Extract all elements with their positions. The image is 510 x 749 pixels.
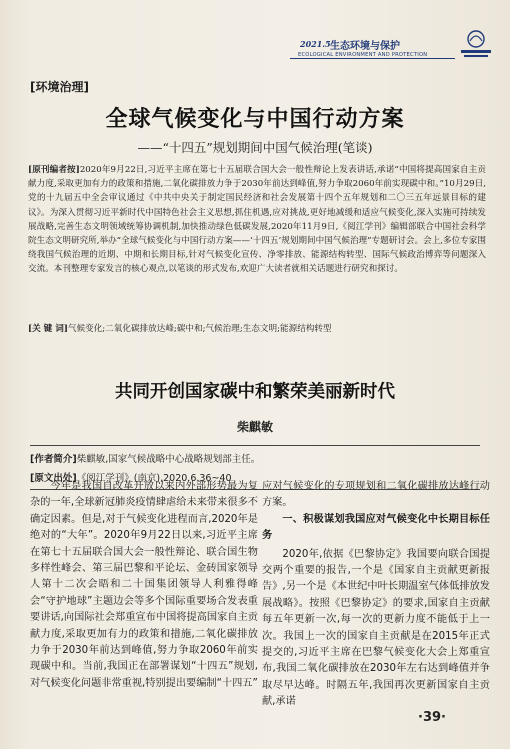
journal-logo	[458, 28, 494, 62]
left-column	[30, 479, 258, 692]
editor-note	[28, 163, 486, 277]
issue-number: 2021.5	[300, 39, 331, 49]
section-tag-label: 环境治理	[35, 80, 84, 94]
journal-subtitle: ECOLOGICAL ENVIRONMENT AND PROTECTION	[298, 52, 428, 58]
sub-title: ——“十四五”规划期间中国气候治理(笔谈)	[137, 140, 373, 155]
right-column	[262, 479, 490, 711]
source-label: [原文出处]	[30, 473, 77, 484]
right-column-intro: 应对气候变化的专项规划和二氧化碳排放达峰行动方案。	[262, 481, 490, 509]
editor-note-text: 2020年9月22日,习近平主席在第七十五届联合国大会一般性辩论上发表讲话,承诺“中国将提高国家自主贡献力度,采取更加有力的政策和措施,二氧化碳排放力争于2030年前达到峰值,努力争取2060年前实现碳中和。”10月29日,党的十九届五中全会审议通过《中共中央关于制定国民经济和社会发展第十四个五年规划和二〇三五年远景目标的建议》。为深入贯彻习近平新时代中国特色社会主义思想,抓住机遇,应对挑战,更好地减缓和适应气候变化,深入实施可持续发展战略,完善生态文明领域统筹协调机制,加快推动绿色低碳发展,2020年11月9日,《阅江学刊》编辑部联合中国社会科学院生态文明研究所,举办“全球气候变化与中国行动方案——‘十四五’规划期间中国气候治理”专题研讨会。会上,多位专家围绕我国气候治理的近期、中期和长期目标,针对气候变化宣传、净零排放、能源结构转型、国际气候政治博弈等问题深入交流。本刊整理专家发言的核心观点,以笔谈的形式发布,欢迎广大读者就相关话题进行研究和探讨。	[28, 165, 486, 275]
editor-note-label: [原刊编者按]	[28, 165, 80, 175]
author-intro-label: [作者简介]	[30, 454, 77, 465]
keywords	[28, 322, 486, 334]
left-column-paragraph: 今年是我国自改革开放以来内外部形势最为复杂的一年,全球新冠肺炎疫情肆虐给未来带来很多不确定因素。但是,对于气候变化进程而言,2020年是绝对的“大年”。2020年9月22日以来,习近平主席在第七十五届联合国大会一般性辩论、联合国生物多样性峰会、第三届巴黎和平论坛、金砖国家领导人第十二次会晤和二十国集团领导人利雅得峰会“守护地球”主题边会等多个国际重要场合发表重要讲话,向国际社会郑重宣布中国将提高国家自主贡献力度,采取更加有力的政策和措施,二氧化碳排放力争于2030年前达到峰值,努力争取2060年前实现碳中和。当前,我国正在部署谋划“十四五”规划,对气候变化问题非常重视,特别提出要编制“十四五”	[30, 481, 258, 689]
meta-top-rule	[30, 445, 480, 446]
section-tag: [环境治理]	[30, 80, 89, 94]
page-number: ·39·	[418, 710, 446, 725]
right-column-paragraph: 2020年,依据《巴黎协定》我国要向联合国提交两个重要的报告,一个是《国家自主贡献更新报告》,另一个是《本世纪中叶长期温室气体低排放发展战略》。按照《巴黎协定》的要求,国家自主贡献每五年更新一次,每一次的更新力度不能低于上一次。我国上一次的国家自主贡献是在2015年正式提交的,习近平主席在巴黎气候变化大会上郑重宣布,我国二氧化碳排放在2030年左右达到峰值并争取尽早达峰。时隔五年,我国再次更新国家自主贡献,承诺	[262, 548, 490, 708]
section-heading: 一、积极谋划我国应对气候变化中长期目标任务	[262, 513, 490, 542]
journal-title: 生态环境与保护	[330, 41, 400, 52]
author-intro-text: 柴麒敏,国家气候战略中心战略规划部主任。	[76, 454, 261, 465]
article-author: 柴麒敏	[236, 420, 273, 434]
page-header	[0, 6, 510, 62]
source-text: 《阅江学刊》(南京),2020.6.36~40	[76, 473, 232, 484]
main-title: 全球气候变化与中国行动方案	[105, 107, 405, 132]
keywords-label: [关 键 词]	[28, 324, 68, 334]
article-title: 共同开创国家碳中和繁荣美丽新时代	[115, 382, 395, 402]
header-rule	[290, 58, 455, 59]
author-intro	[30, 451, 480, 465]
keywords-text: 气候变化;二氧化碳排放达峰;碳中和;气候治理;生态文明;能源结构转型	[67, 324, 332, 334]
